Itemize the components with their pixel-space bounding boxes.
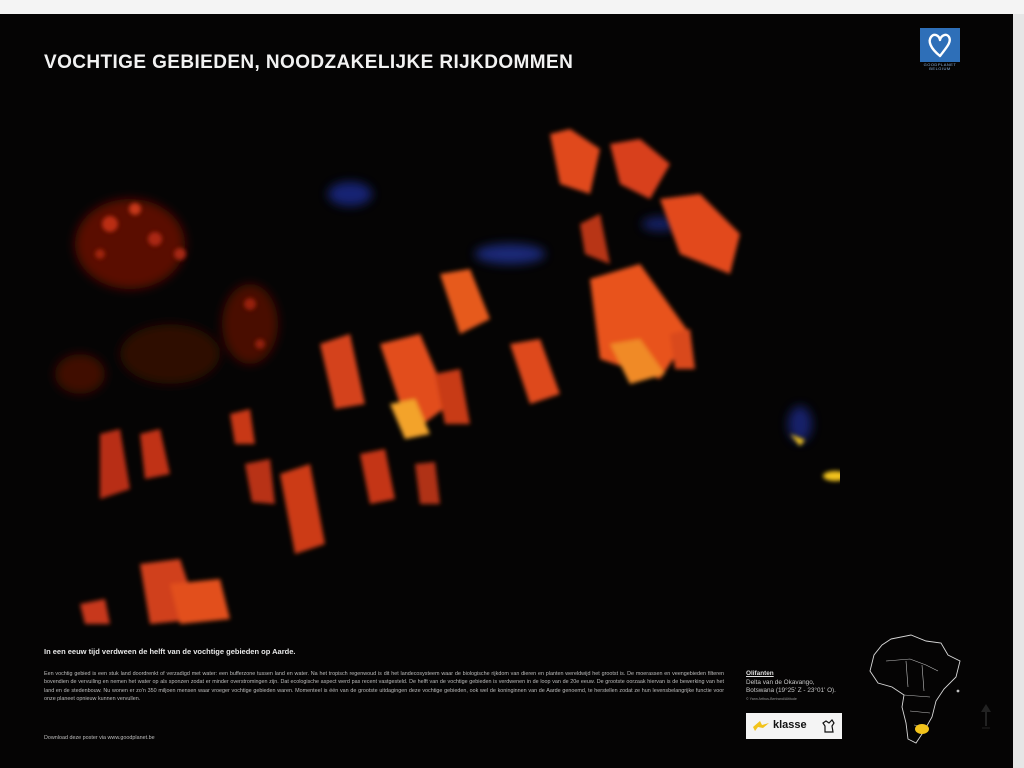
photo-caption: [746, 670, 866, 702]
scroll-up-icon[interactable]: [976, 690, 996, 734]
poster: [0, 14, 1013, 768]
klasse-logo: [746, 713, 842, 739]
caption-location: Delta van de Okavango,: [746, 678, 815, 686]
lion-icon: [820, 717, 838, 735]
browser-top-strip: [0, 0, 1024, 14]
poster-title: VOCHTIGE GEBIEDEN, NOODZAKELIJKE RIJKDOMMEN: [44, 52, 574, 73]
aerial-photo-elephants: [40, 104, 840, 644]
body-paragraph: Een vochtig gebied is een stuk land doordrenkt of verzadigd met water: een bufferzone tussen land en water. Na het tropisch regenwoud is dit het landecosysteem waar de biologische rijkdom van dieren en planten wereldwijd het grootst is. De moerassen en veengebieden filteren bovendien de vervuiling en nemen het water op als sponzen zodat er minder overstromingen zijn. Dat ecologische aspect werd pas recent vastgesteld. De helft van de vochtige gebieden is verdwenen in de loop van de 20e eeuw. De grootste oorzaak hiervan is de bewerking van het land en de stedenbouw. Nu wonen er zo'n 350 miljoen mensen waar vroeger vochtige gebieden waren. Momenteel is één van de grootste uitdagingen deze vochtige gebieden, ook wel de koninginnen van de Aarde genoemd, te herstellen zodat ze hun levensbelangrijke functie voor onze planeet opnieuw kunnen vervullen.: [44, 671, 724, 703]
caption-title: Olifanten: [746, 670, 774, 677]
download-link[interactable]: Download deze poster via www.goodplanet.be: [44, 735, 155, 741]
klasse-bird-icon: [751, 718, 771, 734]
headline: In een eeuw tijd verdween de helft van de vochtige gebieden op Aarde.: [44, 647, 296, 656]
goodplanet-logo: [920, 28, 960, 70]
logo-wordmark: GOODPLANET BELGIUM: [923, 62, 957, 71]
klasse-wordmark: klasse: [773, 719, 807, 731]
africa-map-icon: [866, 631, 966, 747]
heart-icon: [920, 28, 960, 62]
caption-credit: © Yann Arthus-Bertrand/Altitude: [746, 696, 797, 701]
caption-coordinates: Botswana (19°25' Z - 23°01' O).: [746, 687, 836, 694]
